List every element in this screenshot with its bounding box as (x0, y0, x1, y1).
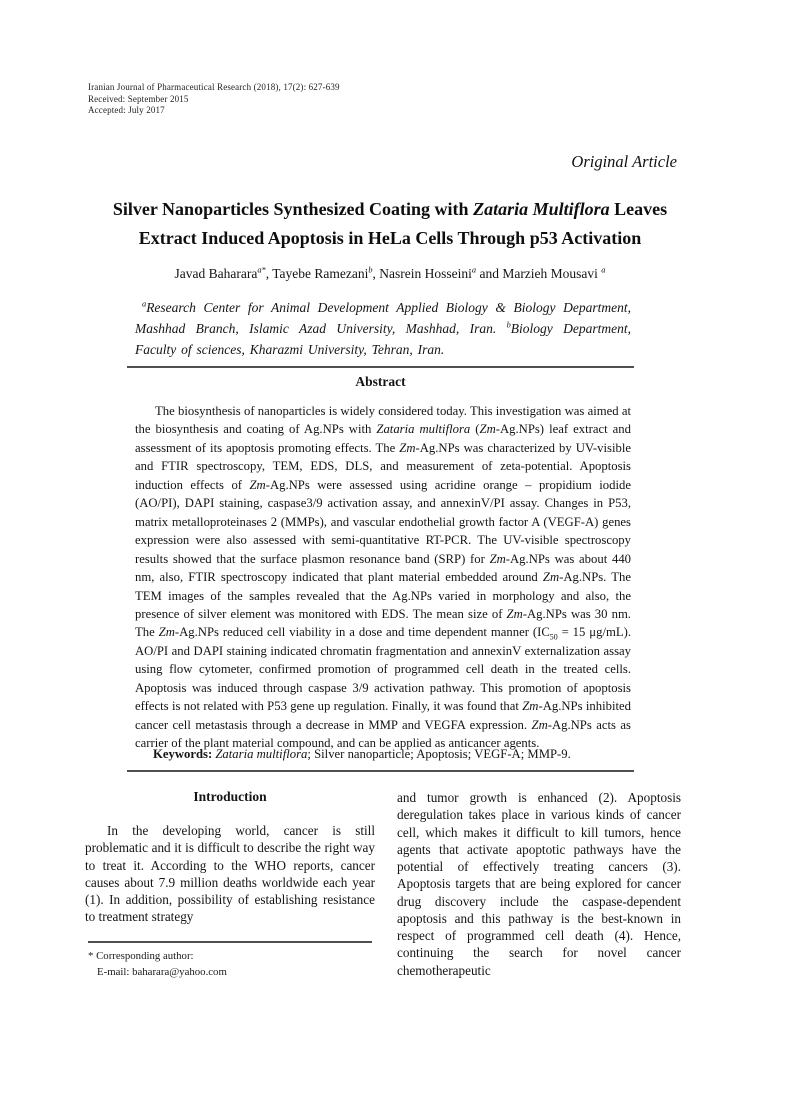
introduction-heading: Introduction (193, 789, 267, 804)
article-type-label: Original Article (571, 152, 677, 171)
abstract-paragraph: The biosynthesis of nanoparticles is widely considered today. This investigation was aimed at the biosynthesis and coating of Ag.NPs with Zataria multiflora (Zm-Ag.NPs) leaf extract and assessment of its apoptosis promoting effects. The Zm-Ag.NPs was characterized by UV-visible and FTIR spectroscopy, TEM, EDS, DLS, and measurement of zeta-potential. Apoptosis induction effects of Zm-Ag.NPs were assessed using acridine orange – propidium iodide (AO/PI), DAPI staining, caspase3/9 activation assay, and annexinV/PI assay. Changes in P53, matrix metalloproteinases 2 (MMPs), and vascular endothelial growth factor A (VEGF-A) genes expression were also assessed with semi-quantitative RT-PCR. The UV-visible spectroscopy results showed that the surface plasmon resonance band (SRP) for Zm-Ag.NPs was about 440 nm, also, FTIR spectroscopy indicated that plant material embedded around Zm-Ag.NPs. The TEM images of the samples revealed that the Ag.NPs varied in morphology and also, the presence of silver element was monitored with EDS. The mean size of Zm-Ag.NPs was 30 nm. The Zm-Ag.NPs reduced cell viability in a dose and time dependent manner ($IC_{50} = 15$ μg/mL). AO/PI and DAPI staining indicated chromatin fragmentation and annexinV externalization assay using flow cytometer, confirmed promotion of programmed cell death in the treated cells. Apoptosis was induced through caspase 3/9 activation pathway. This promotion of apoptosis effects is not related with P53 gene up regulation. Finally, it was found that Zm-Ag.NPs inhibited cancer cell metastasis through a decrease in MMP and VEGFA expression. Zm-Ag.NPs acts as carrier of the plant material compound, and can be applied as anticancer agents. (135, 404, 632, 751)
journal-citation: Iranian Journal of Pharmaceutical Research (2018), 17(2): 627-639 (88, 82, 340, 92)
journal-header (88, 82, 340, 117)
authors-line: Javad Baharara$^{a*}$, Tayebe Ramezani$^b$, Nasrein Hosseini$^a$ and Marzieh Mousavi $^a$ (174, 265, 606, 281)
introduction-column-right: and tumor growth is enhanced (2). Apoptosis deregulation takes place in various kinds of cancer cell, which makes it difficult to kill tumors, hence agents that activate apoptotic pathways have the potential of effectively treating cancers (3). Apoptosis targets that are being explored for cancer drug discovery include the caspase-dependent apoptosis and this pathway is the best-known in respect of programmed cell death (4). Hence, continuing the search for novel cancer chemotherapeutic (397, 790, 681, 978)
accepted-date: Accepted: July 2017 (88, 105, 165, 115)
abstract-top-divider (127, 366, 634, 368)
keywords-line: Keywords: Zataria multiflora; Silver nanoparticle; Apoptosis; VEGF-A; MMP-9. (153, 747, 571, 761)
introduction-column-left: In the developing world, cancer is still problematic and it is difficult to describe the right way to treat it. According to the WHO reports, cancer causes about 7.9 million deaths worldwide each year (1). In addition, possibility of establishing resistance to treatment strategy (85, 823, 375, 925)
corresponding-author-footnote (88, 948, 378, 980)
corresponding-author-email: E-mail: baharara@yahoo.com (97, 966, 227, 978)
footnote-divider (88, 941, 372, 943)
paper-title: Silver Nanoparticles Synthesized Coating with Zataria Multiflora Leaves Extract Induced Apoptosis in HeLa Cells Through p53 Activation (112, 199, 668, 248)
affiliation: $^a$Research Center for Animal Development Applied Biology & Biology Department, Mashhad Branch, Islamic Azad University, Mashhad, Iran. $^b$Biology Department, Faculty of sciences, Kharazmi University, Tehran, Iran. (135, 299, 631, 357)
abstract-bottom-divider (127, 770, 634, 772)
corresponding-author-label: * Corresponding author: (88, 950, 194, 962)
abstract-heading: Abstract (355, 374, 406, 389)
received-date: Received: September 2015 (88, 93, 189, 104)
